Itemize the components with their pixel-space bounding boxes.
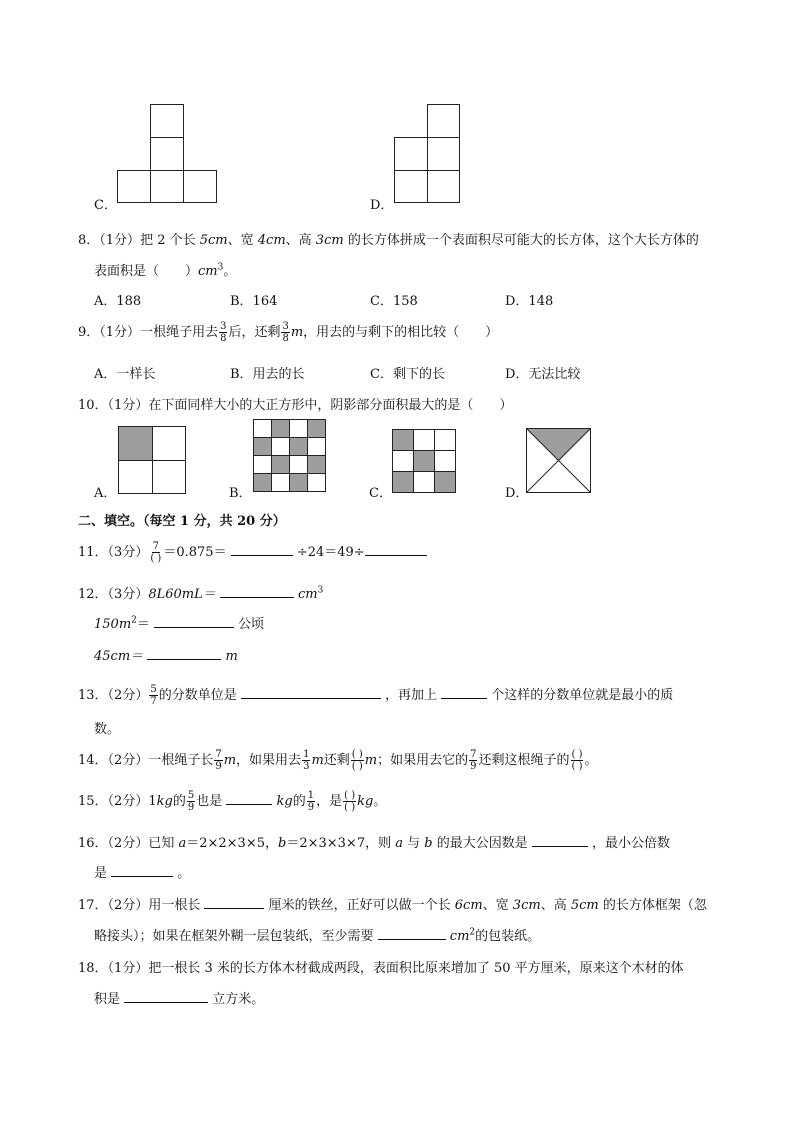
score: （2分） xyxy=(107,753,149,768)
text: 用一根长 xyxy=(148,898,201,913)
denominator: 8 xyxy=(220,333,227,344)
text: 是 xyxy=(94,866,108,881)
square-figure-a xyxy=(118,426,186,494)
question-8-line2 xyxy=(94,260,236,279)
text: ；如果用去它的 xyxy=(377,753,469,768)
shaded-cell xyxy=(253,473,272,492)
numerator: 3 xyxy=(220,321,227,332)
question-13 xyxy=(78,684,673,707)
cell xyxy=(289,455,308,474)
denominator: 9 xyxy=(307,802,315,813)
text: 一根绳子长 xyxy=(148,753,214,768)
figure-cell xyxy=(183,170,217,203)
answer-fraction[interactable] xyxy=(343,790,356,813)
option-a[interactable]: A．一样长 xyxy=(94,367,156,382)
shaded-cell xyxy=(289,437,308,456)
cell xyxy=(392,450,414,472)
question-number: 9． xyxy=(78,325,100,340)
question-18-line2 xyxy=(94,988,264,1007)
answer-blank[interactable] xyxy=(220,585,294,598)
shaded-triangle xyxy=(527,429,591,461)
option-c[interactable]: C． xyxy=(369,486,392,501)
numerator: 5 xyxy=(187,790,195,801)
denominator: ( ) xyxy=(571,761,583,772)
unit: 公顷 xyxy=(238,617,265,632)
shaded-cell xyxy=(271,455,290,474)
unit: m xyxy=(290,325,304,340)
text: ，用去的与剩下的相比较（ ） xyxy=(303,325,499,340)
value: 5cm xyxy=(199,233,228,248)
shaded-cell xyxy=(413,450,435,472)
cell xyxy=(152,426,186,461)
variable: b xyxy=(424,836,433,851)
section-heading: 二、填空。（每空 1 分，共 20 分） xyxy=(78,514,286,529)
variable: a xyxy=(178,836,187,851)
text: 把 2 个长 xyxy=(140,233,200,248)
text: 150m xyxy=(94,617,132,632)
text: 。 xyxy=(373,794,387,809)
text: 。 xyxy=(177,866,191,881)
fraction xyxy=(307,790,315,813)
denominator: ( ) xyxy=(351,761,363,772)
cell xyxy=(434,429,456,451)
text: ＝ xyxy=(136,617,150,632)
text: 立方米。 xyxy=(212,992,265,1007)
score: （1分） xyxy=(107,398,149,413)
numerator: 7 xyxy=(152,541,159,552)
question-17 xyxy=(78,894,707,913)
score: （2分） xyxy=(107,688,149,703)
question-number: 17． xyxy=(78,898,108,913)
shaded-cell xyxy=(307,419,326,438)
text: ＝0.875＝ xyxy=(163,545,227,560)
score: （3分） xyxy=(107,587,149,602)
text: 8L60mL＝ xyxy=(148,587,216,602)
option-c[interactable]: C．158 xyxy=(370,294,418,309)
question-number: 10． xyxy=(78,398,108,413)
score: （2分） xyxy=(107,898,149,913)
question-9 xyxy=(78,321,498,344)
option-b[interactable]: B． xyxy=(229,486,252,501)
text: 积是 xyxy=(94,992,121,1007)
denominator: 3 xyxy=(303,761,310,772)
fraction xyxy=(302,749,310,772)
unit: cm xyxy=(298,587,318,602)
figure-cell xyxy=(117,170,151,203)
figure-cell xyxy=(427,137,460,171)
answer-blank[interactable] xyxy=(154,615,234,628)
shaded-cell xyxy=(392,429,414,451)
text: ＝2×3×3×7，则 xyxy=(286,836,396,851)
shaded-cell xyxy=(289,473,308,492)
value: 6cm xyxy=(454,898,483,913)
shaded-cell xyxy=(118,426,153,461)
figure-cell xyxy=(150,104,184,138)
unit: kg xyxy=(276,794,293,809)
unit: cm xyxy=(198,264,218,279)
numerator: 3 xyxy=(282,321,289,332)
question-number: 8． xyxy=(78,233,100,248)
cell xyxy=(152,460,186,494)
square-figure-b xyxy=(253,419,325,491)
text: 后，还剩 xyxy=(228,325,281,340)
cell xyxy=(307,437,326,456)
answer-fraction[interactable] xyxy=(351,749,364,772)
text: 的长方体框架（忽 xyxy=(598,898,707,913)
unit: m xyxy=(364,753,378,768)
exponent: 3 xyxy=(217,262,224,273)
text: 在下面同样大小的大正方形中，阴影部分面积最大的是（ ） xyxy=(148,398,513,413)
numerator: 1 xyxy=(303,749,310,760)
text: 表面积是（ ） xyxy=(94,264,199,279)
question-16-line2 xyxy=(94,862,190,881)
figure-cell xyxy=(427,170,460,203)
numerator: ( ) xyxy=(351,749,363,760)
fraction xyxy=(214,749,222,772)
answer-blank[interactable] xyxy=(378,927,446,940)
answer-blank[interactable] xyxy=(532,834,588,847)
option-d[interactable]: D．148 xyxy=(505,294,554,309)
denominator: 8 xyxy=(282,333,289,344)
text: 。 xyxy=(584,753,598,768)
variable: b xyxy=(278,836,287,851)
text: 的 xyxy=(292,794,306,809)
text: ＝2×2×3×5， xyxy=(186,836,278,851)
cell xyxy=(289,419,308,438)
cell xyxy=(413,429,435,451)
numerator: 1 xyxy=(307,790,315,801)
text: 45cm＝ xyxy=(94,649,144,664)
numerator: 7 xyxy=(470,749,477,760)
text: 、宽 xyxy=(482,898,513,913)
exponent: 2 xyxy=(469,927,476,938)
text: 、高 xyxy=(540,898,571,913)
option-b[interactable]: B．164 xyxy=(230,294,278,309)
text: 略接头）；如果在框架外糊一层包装纸，至少需要 xyxy=(94,929,374,944)
text: 与 xyxy=(403,836,425,851)
question-number: 14． xyxy=(78,753,108,768)
text: 还剩 xyxy=(323,753,350,768)
shaded-cell xyxy=(434,471,456,493)
text: 的 xyxy=(172,794,186,809)
text: ，最小公倍数 xyxy=(592,836,671,851)
text: 一根绳子用去 xyxy=(140,325,219,340)
unit: kg xyxy=(357,794,374,809)
question-10 xyxy=(78,394,512,413)
unit: cm xyxy=(449,929,470,944)
question-14 xyxy=(78,749,598,772)
numerator: 5 xyxy=(150,684,157,695)
cell xyxy=(413,471,435,493)
text: 。 xyxy=(223,264,237,279)
text: 还剩这根绳子的 xyxy=(478,753,570,768)
option-d-label: D． xyxy=(370,198,394,213)
exponent: 2 xyxy=(131,615,137,626)
fraction xyxy=(281,321,289,344)
denominator: 9 xyxy=(215,761,222,772)
unit: m xyxy=(311,753,324,768)
score: （3分） xyxy=(107,545,149,560)
text: ，是 xyxy=(316,794,343,809)
answer-blank[interactable] xyxy=(231,543,293,556)
score: （2分） xyxy=(107,794,149,809)
question-17-line2 xyxy=(94,925,540,944)
question-16 xyxy=(78,832,670,851)
cell xyxy=(307,473,326,492)
question-number: 18． xyxy=(78,961,108,976)
text: 的包装纸。 xyxy=(475,929,541,944)
figure-cell xyxy=(150,137,184,171)
text: 把一根长 3 米的长方体木材截成两段，表面积比原来增加了 50 平方厘米，原来这个木材的体 xyxy=(148,961,684,976)
question-12-b xyxy=(94,613,264,632)
score: （1分） xyxy=(99,325,141,340)
question-13-line2: 数。 xyxy=(94,722,121,737)
cell xyxy=(253,419,272,438)
unit: m xyxy=(225,649,238,664)
value: 3cm xyxy=(315,233,344,248)
denominator: 9 xyxy=(470,761,477,772)
question-15 xyxy=(78,790,386,813)
cell xyxy=(271,437,290,456)
text: 、高 xyxy=(285,233,316,248)
score: （1分） xyxy=(99,233,141,248)
square-figure-d xyxy=(526,428,591,493)
answer-blank[interactable] xyxy=(124,990,208,1003)
answer-blank[interactable] xyxy=(226,792,272,805)
option-a[interactable]: A．188 xyxy=(94,294,142,309)
text: ，再加上 xyxy=(385,688,438,703)
figure-cell xyxy=(150,170,184,203)
question-number: 16． xyxy=(78,836,108,851)
text: ÷24＝49÷ xyxy=(296,545,365,560)
text: 的分数单位是 xyxy=(158,688,237,703)
numerator: ( ) xyxy=(344,790,356,801)
score: （2分） xyxy=(107,836,149,851)
shaded-cell xyxy=(253,437,272,456)
text: 个这样的分数单位就是最小的质 xyxy=(491,688,674,703)
question-11 xyxy=(78,541,427,564)
variable: a xyxy=(395,836,403,851)
score: （1分） xyxy=(107,961,149,976)
value: 3cm xyxy=(512,898,541,913)
unit: kg xyxy=(156,794,173,809)
option-b[interactable]: B．用去的长 xyxy=(230,367,305,382)
shaded-cell xyxy=(271,419,290,438)
text: 1 xyxy=(148,794,157,809)
cell xyxy=(118,460,153,494)
option-c[interactable]: C．剩下的长 xyxy=(370,367,445,382)
text: 、宽 xyxy=(227,233,258,248)
question-8 xyxy=(78,229,699,248)
text: 的最大公因数是 xyxy=(432,836,528,851)
text: 已知 xyxy=(148,836,179,851)
denominator: ( ) xyxy=(150,553,162,564)
text: 也是 xyxy=(196,794,223,809)
fraction xyxy=(469,749,477,772)
fraction xyxy=(149,541,162,564)
value: 5cm xyxy=(570,898,599,913)
exponent: 3 xyxy=(317,585,324,596)
text: ，如果用去 xyxy=(236,753,302,768)
answer-blank[interactable] xyxy=(147,647,221,660)
fraction xyxy=(187,790,195,813)
option-a[interactable]: A． xyxy=(94,486,117,501)
option-d[interactable]: D． xyxy=(505,486,529,501)
fraction xyxy=(149,684,157,707)
question-number: 13． xyxy=(78,688,108,703)
fraction xyxy=(219,321,227,344)
question-12-c xyxy=(94,645,238,664)
option-c-label: C． xyxy=(94,198,117,213)
shaded-cell xyxy=(392,471,414,493)
answer-blank[interactable] xyxy=(441,686,487,699)
figure-cell xyxy=(394,170,428,203)
text: 的长方体拼成一个表面积尽可能大的长方体，这个大长方体的 xyxy=(343,233,699,248)
answer-blank[interactable] xyxy=(111,864,173,877)
question-18 xyxy=(78,957,684,976)
question-12 xyxy=(78,583,323,602)
value: 4cm xyxy=(257,233,286,248)
figure-cell xyxy=(427,104,460,138)
cell xyxy=(271,473,290,492)
square-figure-c xyxy=(392,429,455,492)
answer-blank[interactable] xyxy=(204,896,264,909)
question-number: 12． xyxy=(78,587,108,602)
numerator: ( ) xyxy=(571,749,583,760)
answer-blank[interactable] xyxy=(365,543,427,556)
denominator: 9 xyxy=(187,802,195,813)
question-number: 11． xyxy=(78,545,108,560)
shaded-cell xyxy=(307,455,326,474)
cell xyxy=(253,455,272,474)
text: 厘米的铁丝，正好可以做一个长 xyxy=(268,898,455,913)
unit: m xyxy=(223,753,237,768)
answer-fraction[interactable] xyxy=(571,749,584,772)
option-d[interactable]: D．无法比较 xyxy=(505,367,581,382)
figure-cell xyxy=(394,137,428,171)
answer-blank[interactable] xyxy=(241,686,381,699)
numerator: 7 xyxy=(215,749,222,760)
question-number: 15． xyxy=(78,794,108,809)
denominator: 7 xyxy=(150,696,157,707)
cell xyxy=(434,450,456,472)
denominator: ( ) xyxy=(344,802,356,813)
